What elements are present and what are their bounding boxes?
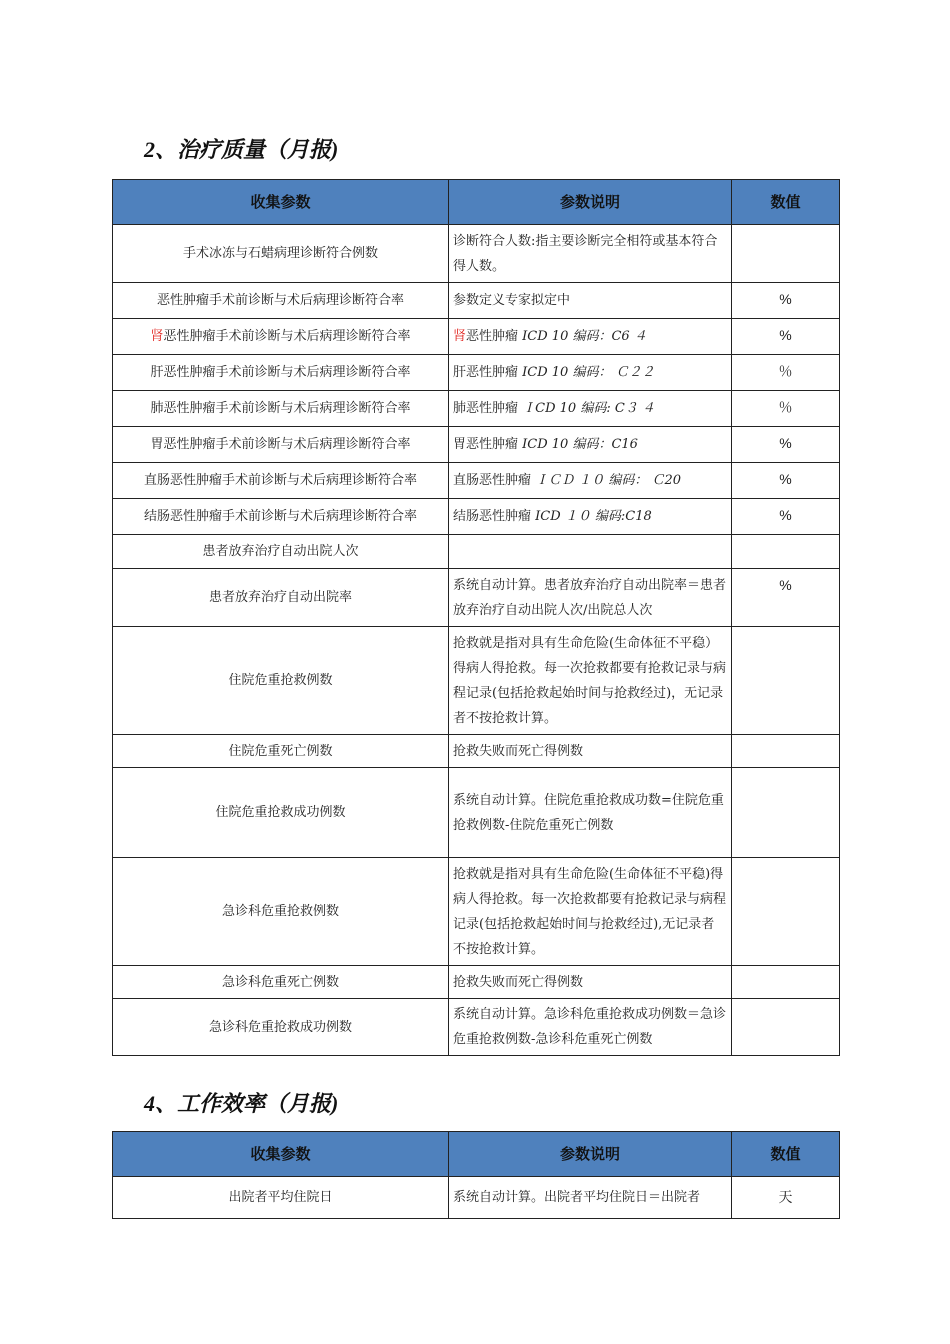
desc-cell (449, 999, 732, 1056)
value-cell[interactable] (732, 999, 840, 1056)
param-text: 胃恶性肿瘤手术前诊断与术后病理诊断符合率 (150, 437, 411, 452)
desc-cell (449, 391, 732, 427)
param-text: 手术冰冻与石蜡病理诊断符合例数 (182, 246, 378, 261)
column-header: 收集参数 (113, 180, 449, 225)
param-prefix: 肾 (150, 329, 164, 344)
column-header: 数值 (732, 180, 840, 225)
table-row (113, 735, 840, 768)
column-header: 收集参数 (113, 1132, 449, 1177)
param-text: 结肠恶性肿瘤手术前诊断与术后病理诊断符合率 (143, 509, 417, 524)
value-cell[interactable] (732, 463, 840, 499)
param-text: 直肠恶性肿瘤手术前诊断与术后病理诊断符合率 (143, 473, 417, 488)
desc-text: 抢救失败而死亡得例数 (453, 974, 584, 990)
param-text: 住院危重抢救例数 (228, 673, 333, 688)
column-header: 数值 (732, 1132, 840, 1177)
table-row (113, 858, 840, 966)
desc-cell (449, 319, 732, 355)
param-text: 出院者平均住院日 (228, 1190, 333, 1205)
icd-code: ＩＣＤ １０ 编码： Ｃ20 (535, 473, 682, 488)
desc-cell (449, 427, 732, 463)
table-row (113, 999, 840, 1056)
table-row (113, 535, 840, 569)
table-row (113, 569, 840, 627)
param-cell (113, 569, 449, 627)
value-text: ％ (778, 363, 793, 379)
icd-code: ICD 10 编码：C6 ４ (522, 329, 647, 344)
param-cell (113, 225, 449, 283)
icd-code: ICD １０ 编码:C18 (535, 509, 652, 524)
table-header-row (113, 180, 840, 225)
icd-code: ICD 10 编码：C16 (522, 437, 638, 452)
param-cell (113, 735, 449, 768)
table-row (113, 966, 840, 999)
desc-text: 抢救就是指对具有生命危险(生命体征不平稳)得病人得抢救。每一次抢救都要有抢救记录与病程记录(包括抢救起始时间与抢救经过),无记录者不按抢救计算。 (453, 866, 727, 957)
desc-text: 参数定义专家拟定中 (453, 293, 571, 308)
section-title: 2、治疗质量（月报) (144, 137, 339, 162)
desc-cell (449, 355, 732, 391)
table-row (113, 427, 840, 463)
param-cell (113, 1177, 449, 1219)
param-cell (113, 966, 449, 999)
param-cell (113, 999, 449, 1056)
value-text: % (779, 291, 792, 307)
param-cell (113, 463, 449, 499)
table-row (113, 319, 840, 355)
param-text: 恶性肿瘤手术前诊断与术后病理诊断符合率 (156, 293, 404, 308)
param-text: 恶性肿瘤手术前诊断与术后病理诊断符合率 (163, 329, 411, 344)
value-text: % (779, 577, 792, 593)
value-text: % (779, 327, 792, 343)
desc-prefix: 肾 (453, 329, 467, 344)
value-cell[interactable] (732, 768, 840, 858)
desc-text: 结肠恶性肿瘤 (453, 509, 536, 524)
desc-text: 胃恶性肿瘤 (453, 437, 523, 452)
value-text: % (779, 435, 792, 451)
table-row (113, 355, 840, 391)
value-text: % (779, 471, 792, 487)
param-cell (113, 391, 449, 427)
param-cell (113, 283, 449, 319)
param-text: 肝恶性肿瘤手术前诊断与术后病理诊断符合率 (150, 365, 411, 380)
value-cell[interactable] (732, 966, 840, 999)
param-text: 患者放弃治疗自动出院人次 (202, 544, 359, 559)
value-cell[interactable] (732, 391, 840, 427)
param-cell (113, 627, 449, 735)
table-row (113, 768, 840, 858)
icd-code: ICD 10 编码： Ｃ２２ (522, 365, 655, 380)
param-text: 住院危重抢救成功例数 (215, 805, 346, 820)
value-cell[interactable] (732, 355, 840, 391)
value-cell[interactable] (732, 499, 840, 535)
desc-cell (449, 225, 732, 283)
desc-cell (449, 1177, 732, 1219)
desc-text: 诊断符合人数:指主要诊断完全相符或基本符合得人数。 (453, 233, 718, 274)
param-cell (113, 535, 449, 569)
table-row (113, 225, 840, 283)
value-text: 天 (778, 1189, 793, 1205)
desc-text: 抢救就是指对具有生命危险(生命体征不平稳）得病人得抢救。每一次抢救都要有抢救记录与病程记录(包括抢救起始时间与抢救经过)，无记录者不按抢救计算。 (453, 635, 727, 726)
work-efficiency-table (112, 1131, 840, 1219)
param-cell (113, 427, 449, 463)
value-cell[interactable] (732, 283, 840, 319)
value-cell[interactable] (732, 225, 840, 283)
table-row (113, 391, 840, 427)
desc-text: 系统自动计算。患者放弃治疗自动出院率＝患者放弃治疗自动出院人次/出院总人次 (453, 577, 727, 618)
desc-cell (449, 966, 732, 999)
table-row (113, 1177, 840, 1219)
desc-text: 系统自动计算。急诊科危重抢救成功例数＝急诊危重抢救例数-急诊科危重死亡例数 (453, 1007, 727, 1047)
treatment-quality-table (112, 179, 840, 1056)
param-text: 急诊科危重抢救成功例数 (208, 1019, 352, 1035)
param-cell (113, 858, 449, 966)
table-header-row (113, 1132, 840, 1177)
param-text: 急诊科危重抢救例数 (221, 904, 339, 919)
desc-cell (449, 858, 732, 966)
icd-code: ＩCD 10 编码: C３ ４ (522, 401, 655, 416)
desc-cell (449, 535, 732, 569)
desc-text: 恶性肿瘤 (466, 329, 523, 344)
column-header: 参数说明 (449, 180, 732, 225)
desc-text: 系统自动计算。住院危重抢救成功数=住院危重抢救例数-住院危重死亡例数 (453, 792, 724, 833)
table-row (113, 463, 840, 499)
value-cell[interactable] (732, 1177, 840, 1219)
table-row (113, 627, 840, 735)
table-row (113, 499, 840, 535)
value-cell[interactable] (732, 535, 840, 569)
desc-text: 抢救失败而死亡得例数 (453, 743, 584, 759)
column-header: 参数说明 (449, 1132, 732, 1177)
value-cell[interactable] (732, 569, 840, 627)
desc-cell (449, 627, 732, 735)
param-cell (113, 355, 449, 391)
desc-cell (449, 569, 732, 627)
desc-cell (449, 283, 732, 319)
value-cell[interactable] (732, 627, 840, 735)
value-text: % (779, 507, 792, 523)
param-text: 患者放弃治疗自动出院率 (208, 590, 352, 605)
desc-cell (449, 463, 732, 499)
value-cell[interactable] (732, 319, 840, 355)
value-text: ％ (778, 399, 793, 415)
desc-text: 系统自动计算。出院者平均住院日＝出院者 (453, 1190, 701, 1205)
desc-cell (449, 735, 732, 768)
value-cell[interactable] (732, 427, 840, 463)
param-text: 住院危重死亡例数 (228, 743, 333, 759)
value-cell[interactable] (732, 858, 840, 966)
param-cell (113, 499, 449, 535)
desc-text: 肺恶性肿瘤 (453, 401, 523, 416)
desc-cell (449, 768, 732, 858)
desc-text: 肝恶性肿瘤 (453, 365, 523, 380)
param-cell (113, 768, 449, 858)
param-text: 急诊科危重死亡例数 (221, 974, 339, 990)
param-text: 肺恶性肿瘤手术前诊断与术后病理诊断符合率 (150, 401, 411, 416)
value-cell[interactable] (732, 735, 840, 768)
param-cell (113, 319, 449, 355)
section-title: 4、工作效率（月报) (144, 1091, 339, 1116)
desc-text: 直肠恶性肿瘤 (453, 473, 536, 488)
desc-cell (449, 499, 732, 535)
table-row (113, 283, 840, 319)
